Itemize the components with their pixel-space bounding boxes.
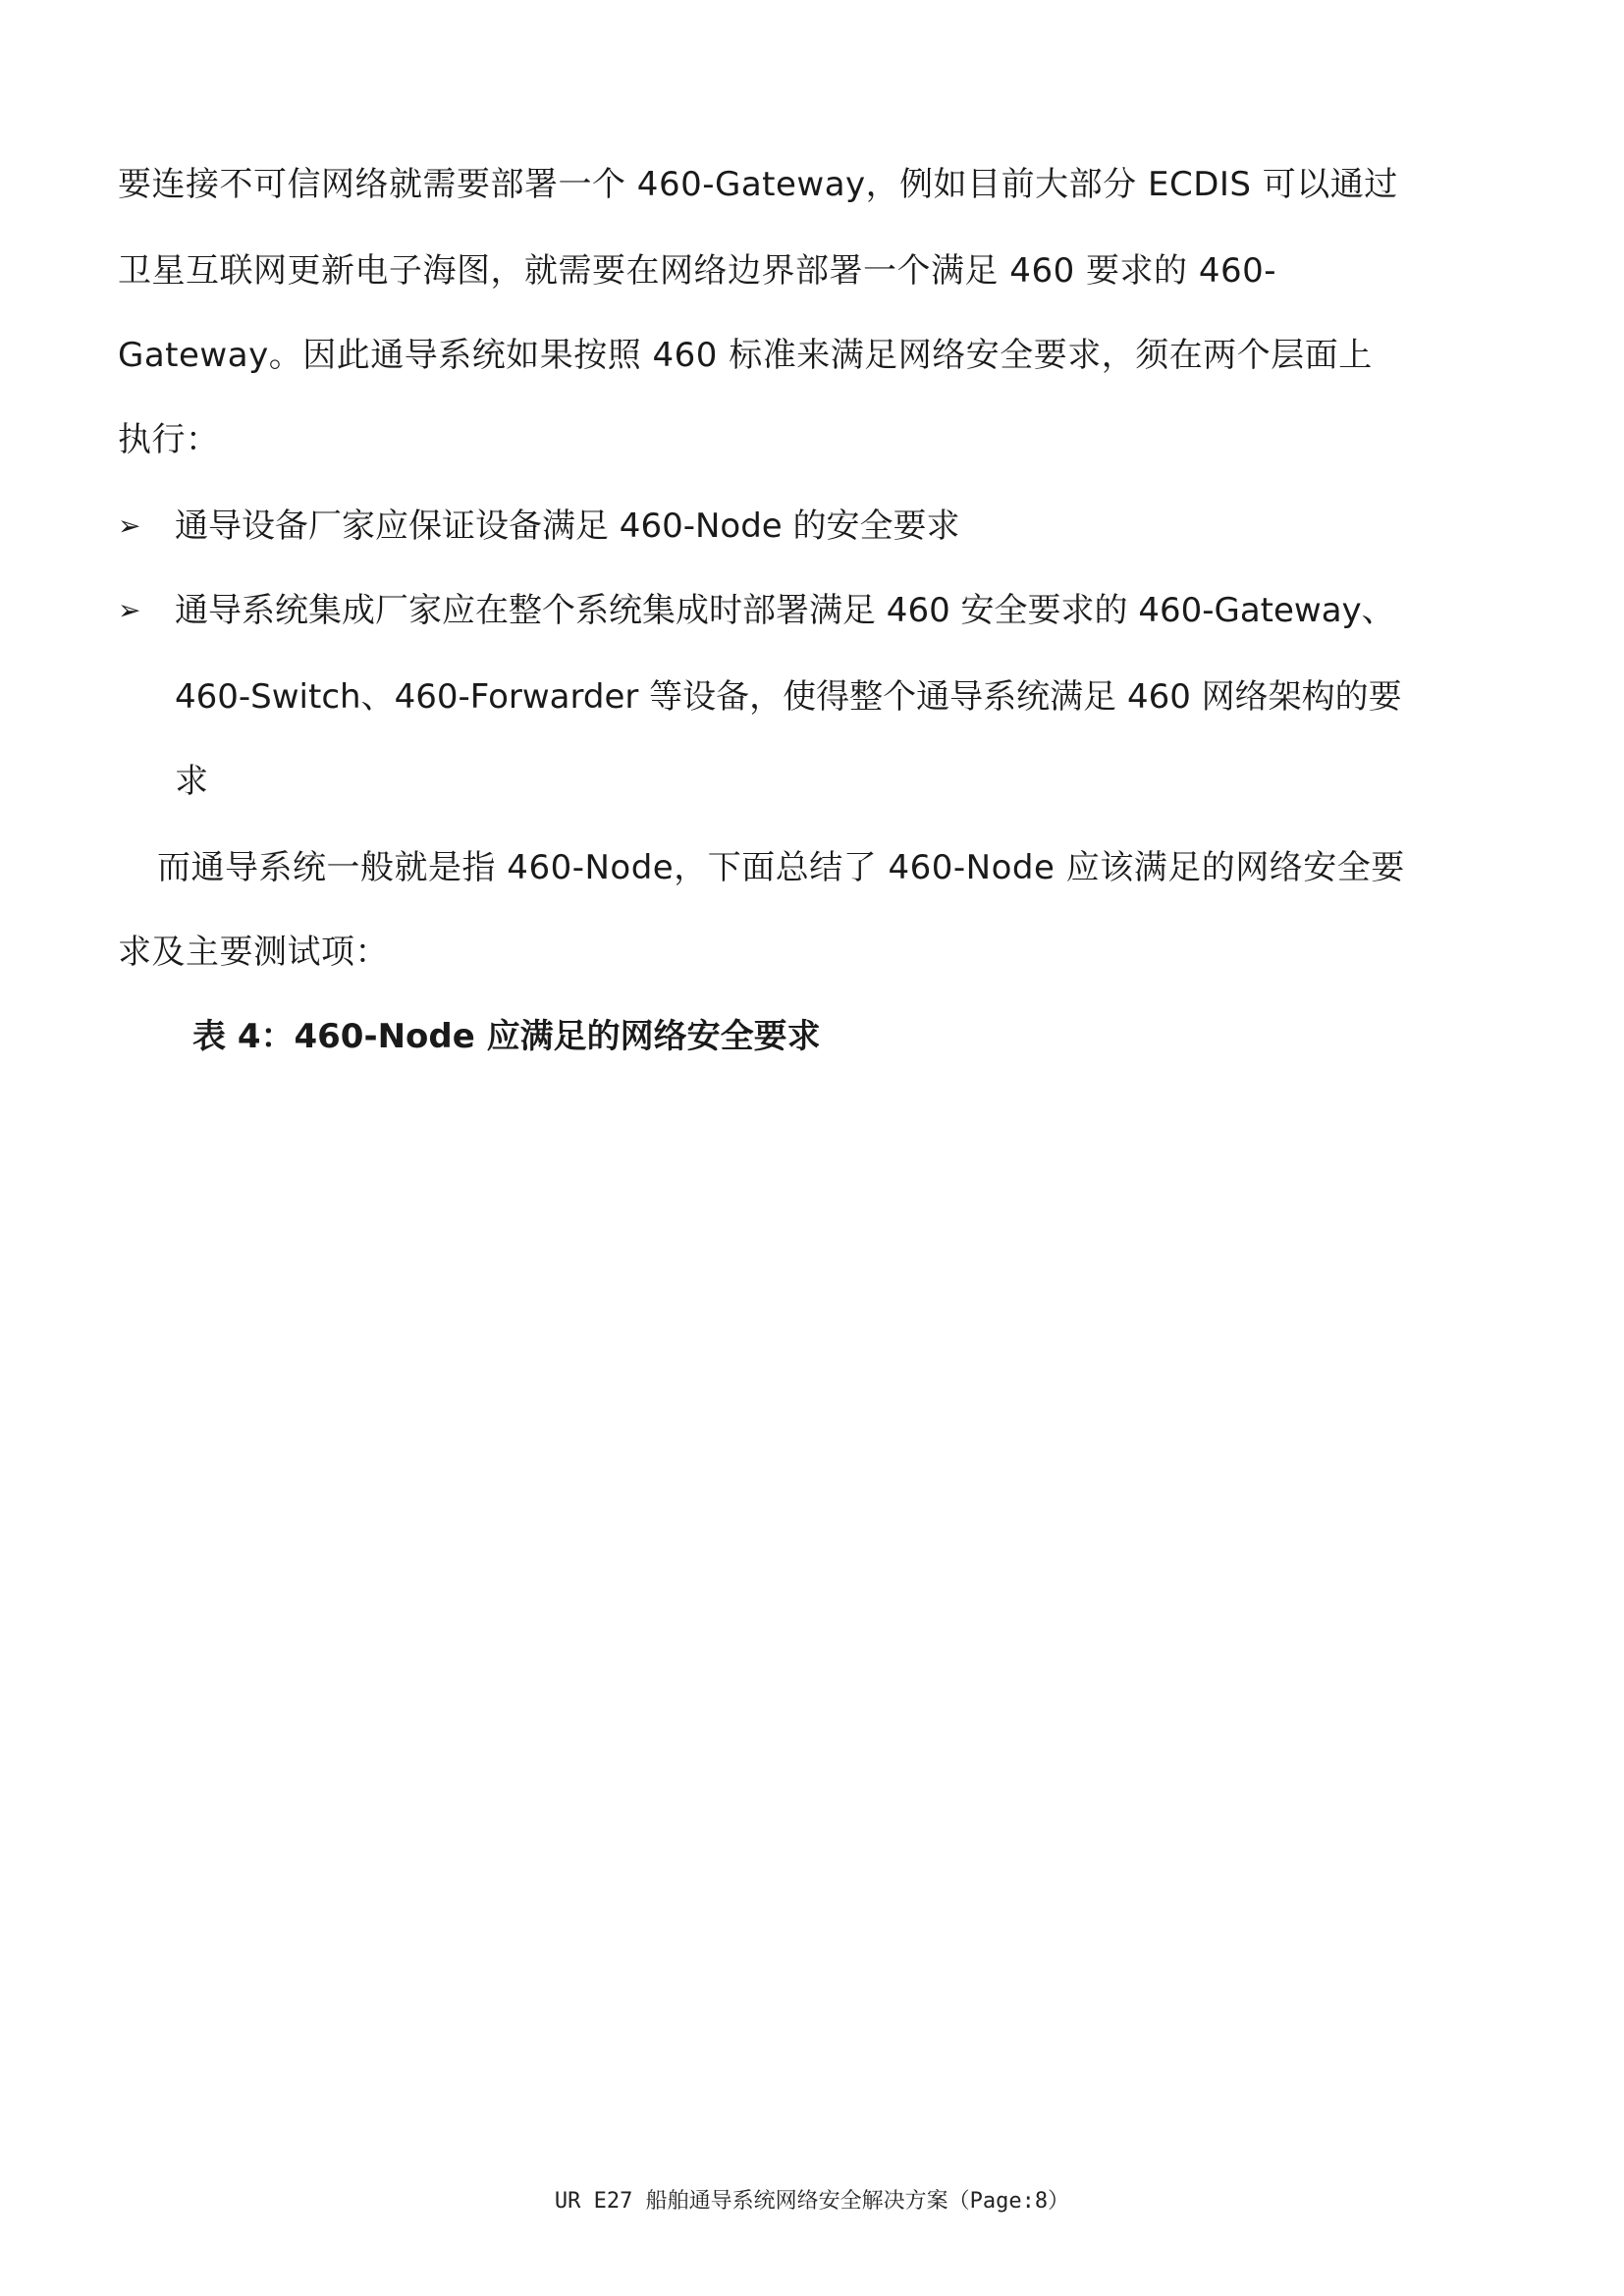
paragraph-1-line-1: 要连接不可信网络就需要部署一个 460-Gateway，例如目前大部分 ECDIS 可以通过 xyxy=(118,165,1398,204)
paragraph-2-line-2: 求及主要测试项： xyxy=(118,933,389,972)
page-footer: UR E27 船舶通导系统网络安全解决方案（Page:8） xyxy=(554,2189,1070,2214)
paragraph-2-line-1: 而通导系统一般就是指 460-Node，下面总结了 460-Node 应该满足的网络安全要 xyxy=(157,848,1405,887)
arrow-bullet-icon: ➢ xyxy=(118,509,141,542)
bullet-item-1 xyxy=(118,505,960,548)
table-caption: 表 4：460-Node 应满足的网络安全要求 xyxy=(192,1017,821,1056)
paragraph-1-line-2: 卫星互联网更新电子海图，就需要在网络边界部署一个满足 460 要求的 460- xyxy=(118,251,1276,291)
bullet-item-2-text-line-3: 求 xyxy=(175,762,208,801)
bullet-item-2-text-line-2: 460-Switch、460-Forwarder 等设备，使得整个通导系统满足 460 网络架构的要 xyxy=(175,677,1402,717)
paragraph-1-line-4: 执行： xyxy=(118,420,220,459)
paragraph-1-line-3: Gateway。因此通导系统如果按照 460 标准来满足网络安全要求，须在两个层面上 xyxy=(118,336,1373,375)
arrow-bullet-icon: ➢ xyxy=(118,594,141,626)
bullet-item-2-text-line-1: 通导系统集成厂家应在整个系统集成时部署满足 460 安全要求的 460-Gateway、 xyxy=(175,591,1395,630)
bullet-item-2 xyxy=(118,589,1395,632)
bullet-item-1-text: 通导设备厂家应保证设备满足 460-Node 的安全要求 xyxy=(175,507,960,546)
